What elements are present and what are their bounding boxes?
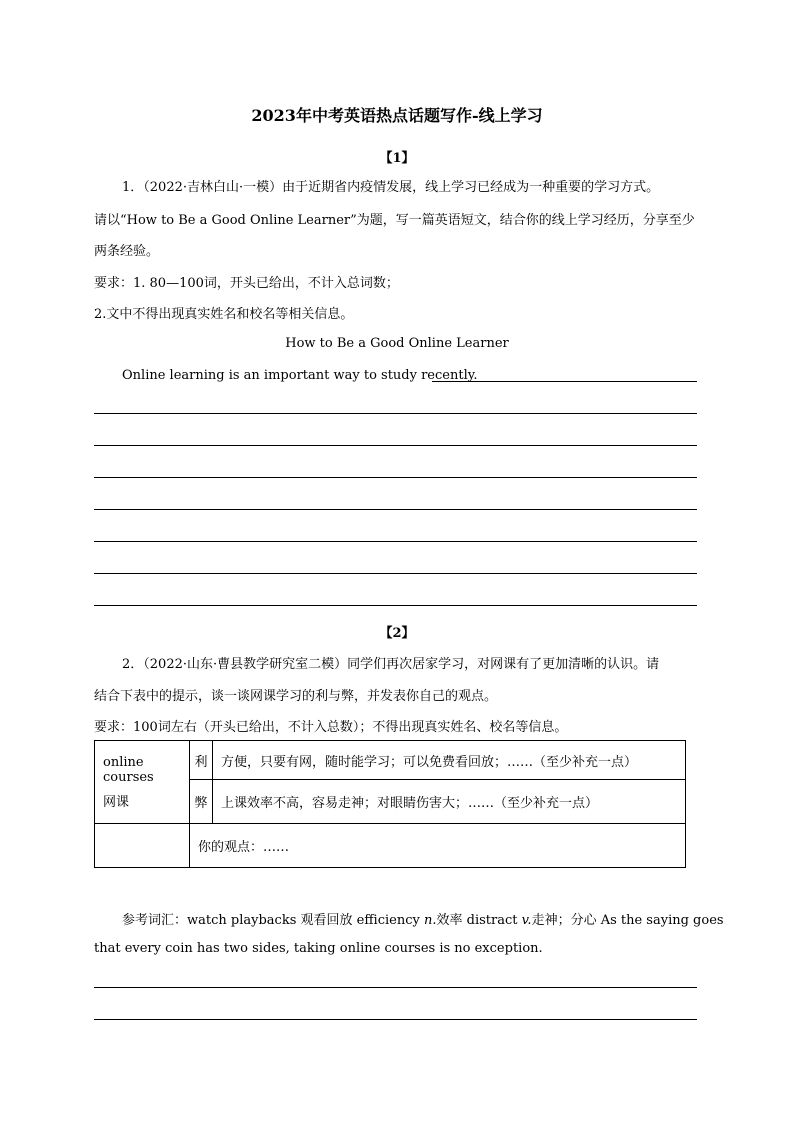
table-topic-cn: 网课 bbox=[103, 794, 130, 810]
writing-line bbox=[94, 413, 697, 414]
question-1-line-1: 1．（2022·吉林白山·一模）由于近期省内疫情发展，线上学习已经成为一种重要的学习方式。 bbox=[122, 180, 660, 195]
table-topic-cell bbox=[95, 741, 190, 824]
table-empty-cell bbox=[95, 824, 190, 868]
writing-line bbox=[94, 445, 697, 446]
section-marker-1: 【1】 bbox=[379, 151, 415, 166]
pros-cons-table bbox=[94, 740, 686, 868]
essay-opening-sentence: Online learning is an important way to study recently. bbox=[122, 368, 478, 383]
vocab-pos-noun: n. bbox=[423, 913, 437, 928]
table-topic-en: online courses bbox=[103, 754, 154, 785]
writing-line bbox=[94, 573, 697, 574]
question-2-requirement: 要求：100词左右（开头已给出，不计入总数）；不得出现真实姓名、校名等信息。 bbox=[94, 720, 568, 735]
vocab-prefix: 参考词汇：watch playbacks 观看回放 efficiency bbox=[122, 913, 424, 928]
table-con-label: 弊 bbox=[190, 780, 213, 824]
writing-line bbox=[94, 509, 697, 510]
writing-line bbox=[94, 605, 697, 606]
reference-vocabulary-line-1 bbox=[122, 909, 724, 928]
table-pro-label: 利 bbox=[190, 741, 213, 780]
section-marker-2: 【2】 bbox=[379, 626, 415, 641]
essay-title: How to Be a Good Online Learner bbox=[285, 336, 509, 351]
writing-line bbox=[94, 477, 697, 478]
question-1-requirement-2: 2.文中不得出现真实姓名和校名等相关信息。 bbox=[94, 307, 354, 322]
question-2-line-2: 结合下表中的提示，谈一谈网课学习的利与弊，并发表你自己的观点。 bbox=[94, 689, 498, 704]
vocab-middle: 效率 distract bbox=[436, 913, 522, 928]
question-1-line-2: 请以“How to Be a Good Online Learner”为题，写一篇英语短文，结合你的线上学习经历，分享至少 bbox=[94, 213, 695, 228]
writing-line bbox=[94, 1019, 697, 1020]
table-pro-text: 方便，只要有网，随时能学习；可以免费看回放；……（至少补充一点） bbox=[213, 741, 686, 780]
table-opinion: 你的观点：…… bbox=[190, 824, 686, 868]
writing-line bbox=[432, 381, 697, 382]
page-title: 2023年中考英语热点话题写作-线上学习 bbox=[251, 106, 543, 125]
question-1-requirement-1: 要求：1. 80—100词，开头已给出，不计入总词数； bbox=[94, 276, 399, 291]
table-con-text: 上课效率不高，容易走神；对眼睛伤害大；……（至少补充一点） bbox=[213, 780, 686, 824]
vocab-pos-verb: v. bbox=[521, 913, 532, 928]
reference-vocabulary-line-2: that every coin has two sides, taking online courses is no exception. bbox=[94, 941, 543, 956]
writing-line bbox=[94, 987, 697, 988]
vocab-suffix: 走神；分心 As the saying goes bbox=[531, 913, 724, 928]
question-2-line-1: 2．（2022·山东·曹县教学研究室二模）同学们再次居家学习，对网课有了更加清晰的认识。请 bbox=[122, 657, 660, 672]
question-1-line-3: 两条经验。 bbox=[94, 244, 160, 259]
writing-line bbox=[94, 541, 697, 542]
